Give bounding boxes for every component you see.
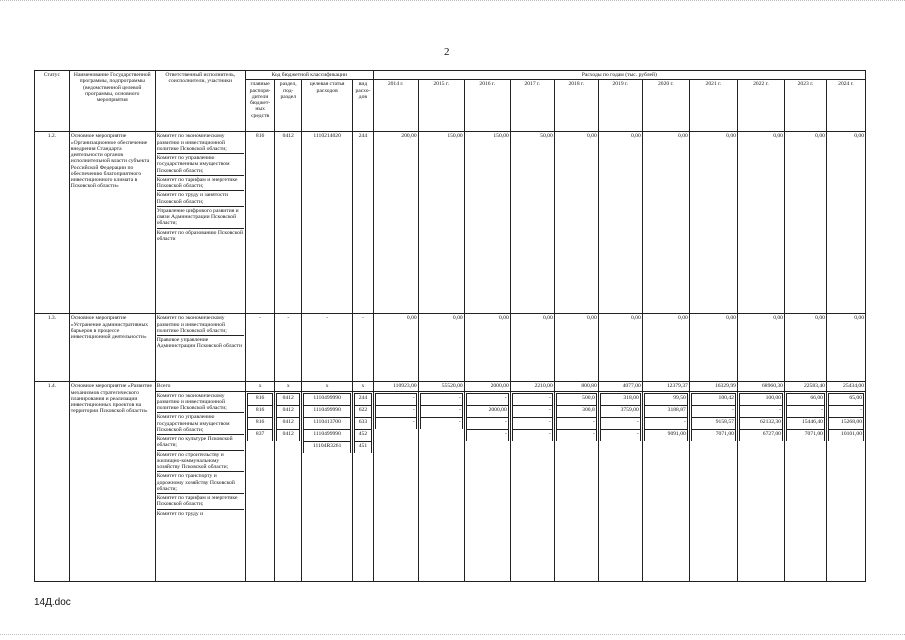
sub-table	[247, 393, 274, 441]
total-value-cell: 12379,37	[642, 382, 689, 391]
sub-cell: 10101,00	[828, 429, 863, 441]
sub-cell: 816	[247, 405, 273, 417]
sub-cell: -	[466, 393, 508, 405]
table-row-1-4-details	[35, 391, 866, 581]
total-value-cell: 22583,40	[784, 382, 826, 391]
sub-table	[512, 393, 553, 441]
header-year: 2022 г.	[737, 80, 784, 132]
sub-cell: 451	[355, 441, 371, 453]
year-sub	[642, 391, 689, 581]
budget-table	[34, 70, 866, 582]
sub-cell: 1110499990	[304, 405, 351, 417]
sub-cell: 11104R3261	[304, 441, 351, 453]
value-cell: 0,00	[554, 132, 598, 314]
sub-cell: 816	[247, 393, 273, 405]
kbk-grbs: -	[245, 314, 275, 382]
sub-cell: -	[420, 393, 462, 405]
value-cell: 0,00	[784, 132, 826, 314]
total-value-cell: 25434,00	[826, 382, 865, 391]
sub-cell: 15446,40	[786, 417, 824, 429]
header-kbk-grbs: главные распоря-дители бюджет-ных средств	[245, 80, 275, 132]
sub-table	[828, 393, 864, 441]
total-value-cell: 2210,00	[510, 382, 554, 391]
sub-table	[644, 393, 688, 441]
value-cell: 0,00	[510, 314, 554, 382]
header-responsible: Ответственный исполнитель, соисполнители, участники	[155, 71, 245, 132]
kbk-section: -	[275, 314, 302, 382]
sub-cell: 244	[355, 393, 371, 405]
table-row-1-4-total	[35, 382, 866, 391]
sub-cell: -	[375, 405, 416, 417]
total-value-cell: 800,80	[554, 382, 598, 391]
sub-cell: 100,42	[691, 393, 735, 405]
sub-cell: 7071,00	[786, 429, 824, 441]
responsible-item: Комитет по труду и занятости Псковской области;	[157, 190, 244, 205]
sub-cell: 622	[355, 405, 371, 417]
kbk-type-sub	[353, 391, 373, 581]
header-kbk-section: раздел, под-раздел	[275, 80, 302, 132]
responsible-item: Управление цифрового развития и связи Администрации Псковской области;	[157, 206, 244, 227]
sub-cell: 0412	[277, 393, 300, 405]
sub-cell: -	[375, 417, 416, 429]
header-name: Наименование Государственной программы, подпрограммы (ведомственной целевой программы, основного мероприятия	[69, 71, 155, 132]
year-sub	[373, 391, 418, 581]
header-year: 2024 г.	[826, 80, 865, 132]
value-cell: 0,00	[737, 314, 784, 382]
year-sub	[737, 391, 784, 581]
total-value-cell: 55520,00	[418, 382, 464, 391]
sub-table	[556, 393, 597, 441]
value-cell: 0,00	[826, 314, 865, 382]
kbk-article: -	[302, 314, 353, 382]
header-expenses: Расходы по годам (тыс. рублей)	[373, 71, 865, 80]
total-value-cell: 4077,00	[598, 382, 642, 391]
kbk-type: x	[353, 382, 373, 391]
sub-cell: 816	[247, 417, 273, 429]
header-year: 2020 г.	[642, 80, 689, 132]
sub-table	[420, 393, 463, 429]
kbk-section: x	[275, 382, 302, 391]
value-cell: 0,00	[826, 132, 865, 314]
year-sub	[689, 391, 737, 581]
sub-table	[739, 393, 783, 441]
row-responsible	[155, 391, 245, 581]
sub-cell: -	[512, 405, 552, 417]
year-sub	[784, 391, 826, 581]
sub-cell: 1110499990	[304, 393, 351, 405]
row-name: Основное мероприятие «Устранение административных барьеров в процессе инвестиционной деятельности»	[69, 314, 155, 382]
responsible-item: Комитет по экономическому развитию и инвестиционной политике Псковской области;	[156, 315, 227, 334]
sub-cell: 65,00	[828, 393, 863, 405]
value-cell: 0,00	[689, 132, 737, 314]
year-sub	[418, 391, 464, 581]
sub-cell: 0412	[277, 429, 300, 441]
sub-cell: 633	[355, 417, 371, 429]
sub-cell: 62132,30	[739, 417, 782, 429]
sub-cell: 3188,87	[644, 405, 687, 417]
sub-cell: 6727,00	[739, 429, 782, 441]
value-cell: 150,00	[418, 132, 464, 314]
header-year: 2023 г.	[784, 80, 826, 132]
row-status: 1.3.	[35, 314, 70, 382]
sub-table	[466, 393, 509, 441]
sub-cell: 9091,00	[644, 429, 687, 441]
header-kbk-article: целевая статья расходов	[302, 80, 353, 132]
sub-table	[375, 393, 417, 429]
sub-cell: 1110499990	[304, 429, 351, 441]
responsible-item: Комитет по культуре Псковской области;	[157, 434, 244, 449]
sub-cell: -	[556, 429, 596, 441]
header-year: 2015 г.	[418, 80, 464, 132]
value-cell: 0,00	[784, 314, 826, 382]
kbk-type: 244	[353, 132, 373, 314]
value-cell: 0,00	[373, 314, 418, 382]
sub-cell: -	[739, 405, 782, 417]
header-year: 2014 г.	[373, 80, 418, 132]
value-cell: 0,00	[689, 314, 737, 382]
value-cell: 0,00	[554, 314, 598, 382]
sub-table	[786, 393, 825, 441]
row-status: 1.2.	[35, 132, 70, 314]
responsible-item: Комитет по строительству и жилищно-коммунальному хозяйству Псковской области;	[157, 450, 244, 471]
header-kbk: Код бюджетной классификации	[245, 71, 373, 80]
kbk-grbs: 816	[245, 132, 275, 314]
sub-cell: -	[512, 429, 552, 441]
responsible-item: Комитет по образованию Псковской области	[156, 229, 243, 242]
footer-filename: 14Д.doc	[34, 597, 71, 608]
sub-cell: -	[600, 429, 640, 441]
header-year: 2016 г.	[464, 80, 510, 132]
sub-cell: -	[466, 429, 508, 441]
page-number: 2	[444, 46, 450, 58]
sub-cell: -	[512, 417, 552, 429]
responsible-item: Комитет по труду и	[157, 509, 244, 517]
kbk-section-sub	[275, 391, 302, 581]
sub-cell: -	[420, 405, 462, 417]
responsible-item: Комитет по транспорту и дорожному хозяйству Псковской области;	[157, 471, 244, 492]
total-value-cell: 110923,00	[373, 382, 418, 391]
value-cell: 0,00	[598, 132, 642, 314]
header-kbk-type: вид расхо-дов	[353, 80, 373, 132]
sub-table	[276, 393, 300, 441]
row-status: 1.4.	[35, 382, 70, 581]
sub-cell: 500,0	[556, 393, 596, 405]
responsible-item: Комитет по управлению государственным имуществом Псковской области;	[157, 153, 244, 174]
header-year: 2017 г.	[510, 80, 554, 132]
total-value-cell: 68960,30	[737, 382, 784, 391]
sub-table	[303, 393, 351, 453]
sub-cell: 9158,57	[691, 417, 735, 429]
sub-cell: -	[600, 417, 640, 429]
kbk-section: 0412	[275, 132, 302, 314]
year-sub	[598, 391, 642, 581]
sub-cell: -	[420, 417, 462, 429]
value-cell: 0,00	[642, 314, 689, 382]
sub-cell: 1110413700	[304, 417, 351, 429]
total-value-cell: 2000,00	[464, 382, 510, 391]
responsible-item: Комитет по управлению государственным имуществом Псковской области;	[157, 412, 244, 433]
sub-cell: -	[512, 393, 552, 405]
responsible-item: Комитет по тарифам и энергетике Псковской области;	[157, 493, 244, 508]
sub-table	[691, 393, 736, 441]
value-cell: 0,00	[598, 314, 642, 382]
kbk-article-sub	[302, 391, 353, 581]
sub-cell: -	[466, 417, 508, 429]
kbk-grbs-sub	[245, 391, 275, 581]
total-value-cell: 16329,99	[689, 382, 737, 391]
sub-cell: 2000,00	[466, 405, 508, 417]
kbk-article: x	[302, 382, 353, 391]
sub-cell: 7071,00	[691, 429, 735, 441]
sub-table	[354, 393, 371, 453]
value-cell: 0,00	[737, 132, 784, 314]
kbk-type: -	[353, 314, 373, 382]
row-name: Основное мероприятие «Организационное обеспечение внедрения Стандарта деятельности органов исполнительной власти субъекта Российской Федерации по обеспечению благоприятного инвестиционного климата в Псковской области»	[69, 132, 155, 314]
sub-cell: 0412	[277, 405, 300, 417]
scan-edge-bottom	[0, 634, 905, 637]
scan-edge-top	[0, 0, 905, 3]
table-row-1-3	[35, 314, 866, 382]
year-sub	[464, 391, 510, 581]
kbk-grbs: x	[245, 382, 275, 391]
sub-cell: -	[644, 417, 687, 429]
header-year: 2019 г.	[598, 80, 642, 132]
sub-cell: 452	[355, 429, 371, 441]
sub-cell: 318,00	[600, 393, 640, 405]
sub-cell: 0412	[277, 417, 300, 429]
sub-cell: 99,50	[644, 393, 687, 405]
year-sub	[826, 391, 865, 581]
table-row-1-2	[35, 132, 866, 314]
sub-cell: -	[786, 405, 824, 417]
sub-cell: -	[556, 417, 596, 429]
value-cell: 150,00	[464, 132, 510, 314]
row-responsible	[155, 314, 245, 382]
value-cell: 50,00	[510, 132, 554, 314]
year-sub	[510, 391, 554, 581]
row-responsible	[155, 132, 245, 314]
value-cell: 0,00	[642, 132, 689, 314]
responsible-item: Комитет по экономическому развитию и инвестиционной политике Псковской области;	[156, 392, 227, 411]
value-cell: 0,00	[418, 314, 464, 382]
sub-cell: -	[828, 405, 863, 417]
value-cell: 200,00	[373, 132, 418, 314]
header-year: 2021 г.	[689, 80, 737, 132]
row-total-label: Всего	[155, 382, 245, 391]
responsible-item: Правовое управление Администрации Псковской области	[156, 337, 242, 350]
responsible-item: Комитет по экономическому развитию и инвестиционной политике Псковской области;	[156, 133, 227, 152]
sub-cell: 3759,00	[600, 405, 640, 417]
kbk-article: 1110214020	[302, 132, 353, 314]
sub-cell: 837	[247, 429, 273, 441]
sub-cell: 100,00	[739, 393, 782, 405]
sub-cell: -	[375, 393, 416, 405]
value-cell: 0,00	[464, 314, 510, 382]
responsible-item: Комитет по тарифам и энергетике Псковской области;	[157, 175, 244, 190]
row-name: Основное мероприятие «Развитие механизмов стратегического планирования и реализации инвестиционных проектов на территории Псковской области»	[69, 382, 155, 581]
header-year: 2018 г.	[554, 80, 598, 132]
sub-cell: 15268,00	[828, 417, 863, 429]
sub-cell: -	[691, 405, 735, 417]
sub-cell: 66,00	[786, 393, 824, 405]
header-status: Статус	[35, 71, 70, 132]
sub-table	[600, 393, 641, 441]
sub-cell: 300,8	[556, 405, 596, 417]
header-row-1	[35, 71, 866, 80]
year-sub	[554, 391, 598, 581]
